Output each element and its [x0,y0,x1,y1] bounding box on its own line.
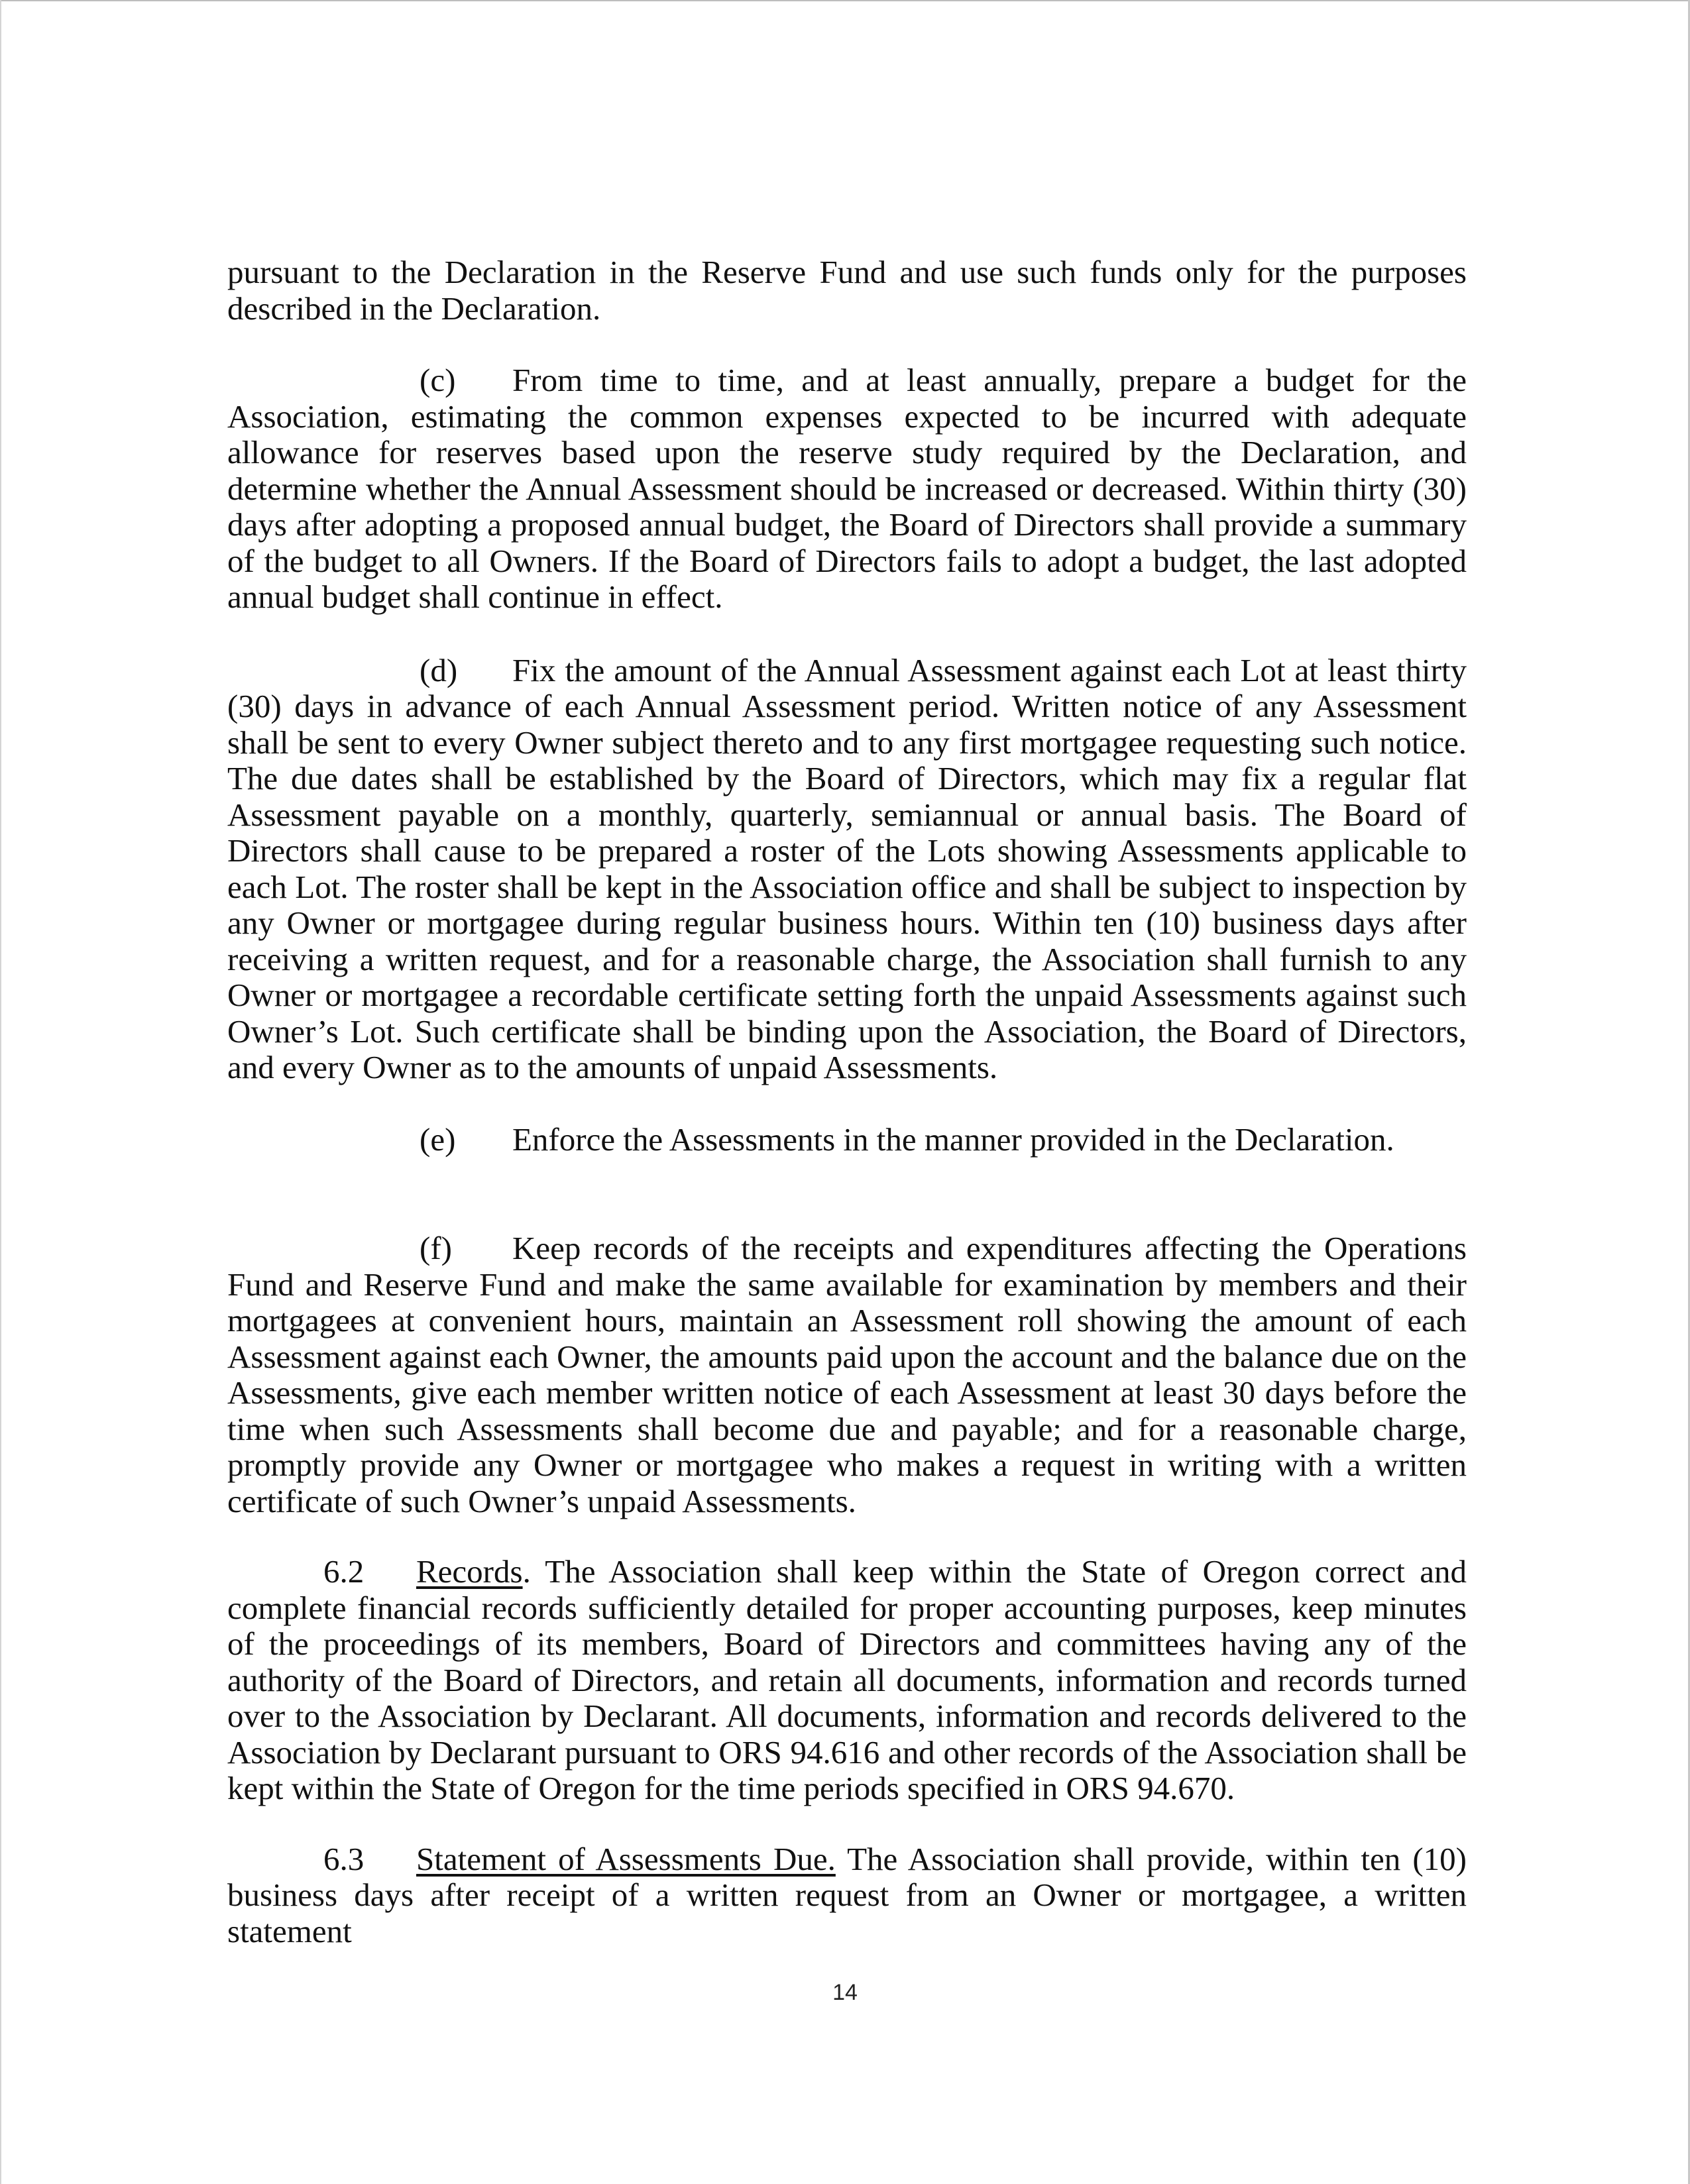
continuation-paragraph: pursuant to the Declaration in the Reserve Fund and use such funds only for the purposes described in the Declaration. [227,254,1467,327]
page-number: 14 [832,1980,858,2005]
paragraph-d-text: Fix the amount of the Annual Assessment against each Lot at least thirty (30) days in advance of each Annual Assessment period. Written notice of any Assessment shall be sent to every Owner subject thereto and to any first mortgagee requesting such notice. The due dates shall be established by the Board of Directors, which may fix a regular flat Assessment payable on a monthly, quarterly, semiannual or annual basis. The Board of Directors shall cause to be prepared a roster of the Lots showing Assessments applicable to each Lot. The roster shall be kept in the Association office and shall be subject to inspection by any Owner or mortgagee during regular business hours. Within ten (10) business days after receiving a written request, and for a reasonable charge, the Association shall furnish to any Owner or mortgagee a recordable certificate setting forth the unpaid Assessments against such Owner’s Lot. Such certificate shall be binding upon the Association, the Board of Directors, and every Owner as to the amounts of unpaid Assessments. [227,651,1467,1085]
section-6-2-text: . The Association shall keep within the State of Oregon correct and complete financial records sufficiently detailed for proper accounting purposes, keep minutes of the proceedings of its members, Board of Directors and committees having any of the authority of the Board of Directors, and retain all documents, information and records turned over to the Association by Declarant. All documents, information and records delivered to the Association by Declarant pursuant to ORS 94.616 and other records of the Association shall be kept within the State of Oregon for the time periods specified in ORS 94.670. [227,1553,1467,1806]
section-6-2-heading: Records [416,1553,523,1590]
document-body [227,254,1467,1949]
paragraph-e-label: (e) [420,1120,456,1158]
section-6-2 [227,1554,1467,1807]
section-6-3 [227,1841,1467,1950]
scan-border-top [0,0,1690,1]
paragraph-d [227,653,1467,1086]
paragraph-d-label: (d) [420,651,458,688]
paragraph-c-label: (c) [420,362,456,398]
paragraph-f-label: (f) [420,1230,452,1266]
paragraph-e [227,1122,1467,1158]
paragraph-f [227,1230,1467,1519]
paragraph-c [227,362,1467,616]
paragraph-f-text: Keep records of the receipts and expenditures affecting the Operations Fund and Reserve Fund and make the same available for examination by members and their mortgagees at convenient hours, maintain an Assessment roll showing the amount of each Assessment against each Owner, the amounts paid upon the account and the balance due on the Assessments, give each member written notice of each Assessment at least 30 days before the time when such Assessments shall become due and payable; and for a reasonable charge, promptly provide any Owner or mortgagee who makes a request in writing with a written certificate of such Owner’s unpaid Assessments. [227,1230,1467,1519]
scan-border-left [0,0,1,2184]
section-6-3-heading: Statement of Assessments Due. [416,1840,836,1877]
section-6-3-number: 6.3 [323,1840,365,1877]
paragraph-c-text: From time to time, and at least annually, prepare a budget for the Association, estimating the common expenses expected to be incurred with adequate allowance for reserves based upon the reserve study required by the Declaration, and determine whether the Annual Assessment should be increased or decreased. Within thirty (30) days after adopting a proposed annual budget, the Board of Directors shall provide a summary of the budget to all Owners. If the Board of Directors fails to adopt a budget, the last adopted annual budget shall continue in effect. [227,362,1467,615]
section-6-3-text: The Association shall provide, within ten (10) business days after receipt of a written request from an Owner or mortgagee, a written statement [227,1840,1467,1949]
paragraph-e-text: Enforce the Assessments in the manner provided in the Declaration. [512,1120,1394,1158]
section-6-2-number: 6.2 [323,1553,365,1590]
